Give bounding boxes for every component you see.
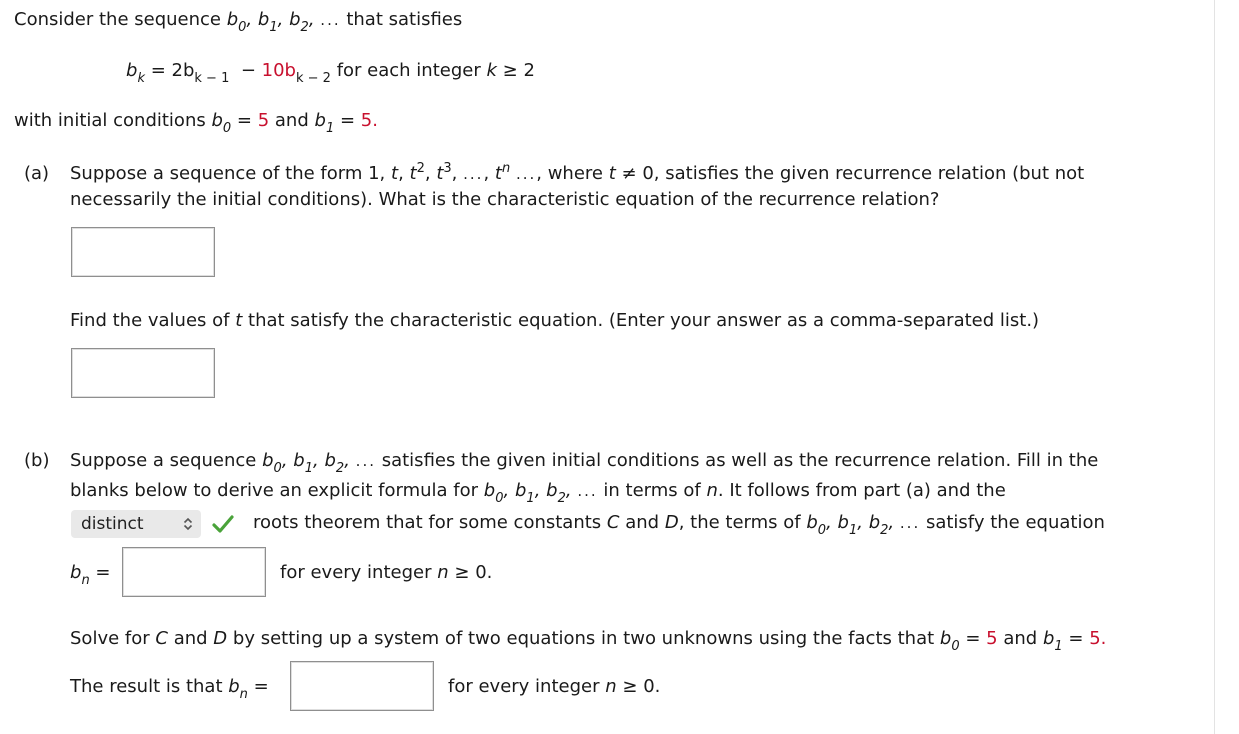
general-form-input[interactable] [122, 547, 266, 597]
recurrence-relation: $b_k = 2b_{k - 1} - 10b_{k - 2}$ for each integer k ≥ 2 [126, 60, 535, 86]
result-label: The result is that $b_n$ = [70, 676, 269, 702]
intro-line: Consider the sequence $b_0$, $b_1$, $b_2$, ... that satisfies [14, 9, 463, 35]
characteristic-equation-input[interactable] [71, 227, 215, 277]
find-values-prompt: Find the values of t that satisfy the characteristic equation. (Enter your answer as a comma-separated list.) [70, 310, 1040, 331]
part-a-question-line1: Suppose a sequence of the form 1, t, $t^2$, $t^3$, ..., $t^n$ ..., where t ≠ 0, satisfies the given recurrence relation (but not [70, 161, 1085, 184]
general-form-condition: for every integer n ≥ 0. [280, 562, 493, 583]
part-a-label: (a) [24, 163, 50, 184]
part-a-question-line2: necessarily the initial conditions). What is the characteristic equation of the recurrence relation? [70, 189, 940, 210]
bn-label: $b_n$ = [70, 562, 111, 588]
part-b-line2: blanks below to derive an explicit formula for $b_0$, $b_1$, $b_2$, ... in terms of n. It follows from part (a) and the [70, 480, 1006, 506]
checkmark-icon [212, 514, 234, 534]
roots-type-select-value: distinct [81, 514, 144, 534]
chevron-updown-icon [183, 517, 193, 531]
explicit-formula-condition: for every integer n ≥ 0. [448, 676, 661, 697]
initial-conditions: with initial conditions $b_0 = 5$ and $b_1 = 5$. [14, 110, 378, 136]
explicit-formula-input[interactable] [290, 661, 434, 711]
roots-type-select[interactable] [71, 510, 201, 538]
part-b-line3: roots theorem that for some constants C and D, the terms of $b_0$, $b_1$, $b_2$, ... satisfy the equation [253, 512, 1105, 538]
roots-input[interactable] [71, 348, 215, 398]
part-b-line1: Suppose a sequence $b_0$, $b_1$, $b_2$, ... satisfies the given initial conditions as well as the recurrence relation. Fill in the [70, 450, 1099, 476]
right-divider [1214, 0, 1215, 734]
part-b-label: (b) [24, 450, 50, 471]
solve-instructions: Solve for C and D by setting up a system of two equations in two unknowns using the facts that $b_0 = 5$ and $b_1 = 5$. [70, 628, 1107, 654]
